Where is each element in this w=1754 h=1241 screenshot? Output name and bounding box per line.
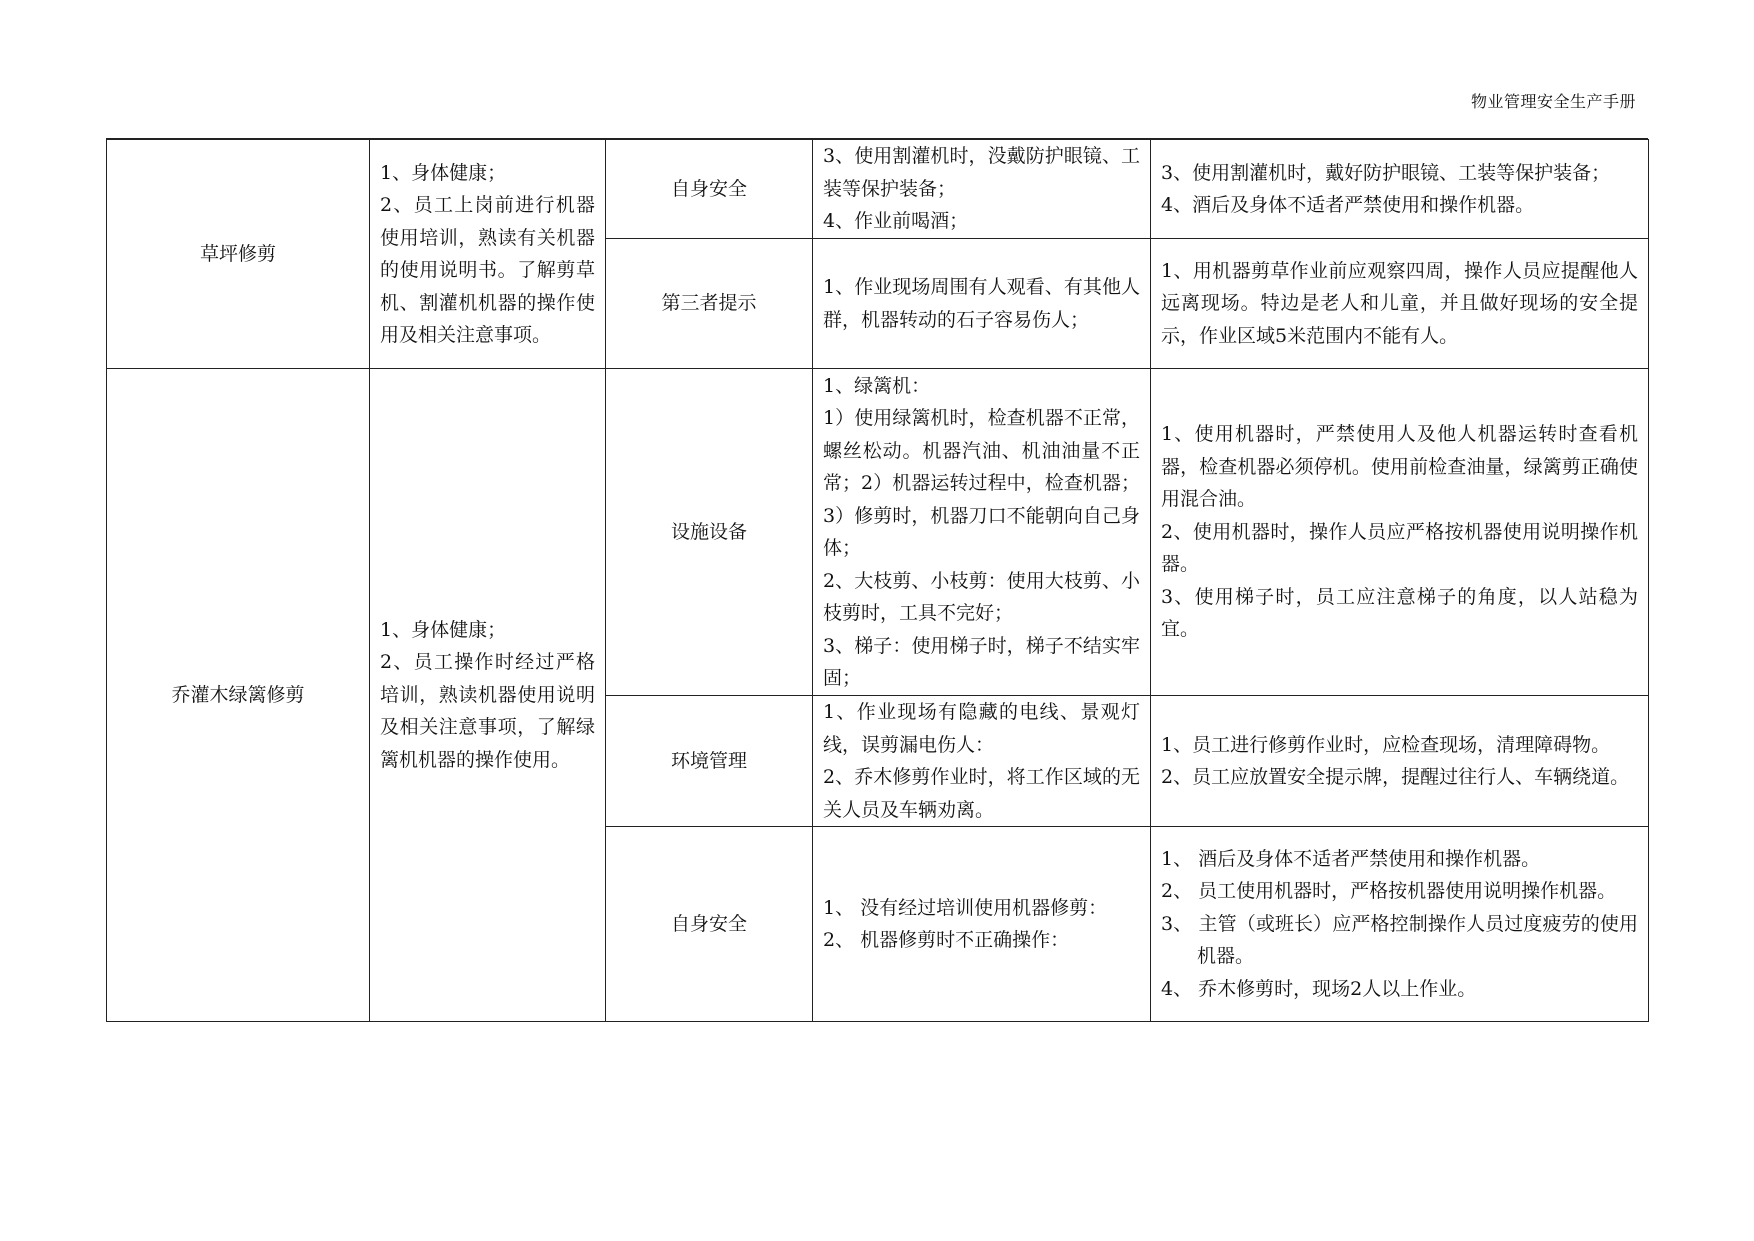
measure-item: 2、使用机器时，操作人员应严格按机器使用说明操作机器。 [1161,520,1638,576]
risk-item: 4、作业前喝酒； [823,210,969,233]
risk-cell [813,827,1151,1022]
measure-cell [1151,369,1649,696]
requirement-item: 2、员工操作时经过严格培训，熟读机器使用说明及相关注意事项，了解绿篱机机器的操作使用。 [380,651,595,771]
risk-cell [813,696,1151,827]
risk-cell [813,369,1151,696]
measure-item: 2、 员工使用机器时，严格按机器使用说明操作机器。 [1161,880,1617,903]
header-title: 物业管理安全生产手册 [1470,92,1636,111]
category-cell [606,827,813,1022]
risk-item: 2、大枝剪、小枝剪：使用大枝剪、小枝剪时，工具不完好； [823,569,1140,624]
table-row [107,369,1649,696]
risk-cell [813,140,1151,239]
measure-item: 1、使用机器时，严禁使用人及他人机器运转时查看机器，检查机器必须停机。使用前检查油量，绿篱剪正确使用混合油。 [1161,423,1638,511]
risk-item: 1）使用绿篱机时，检查机器不正常，螺丝松动。机器汽油、机油油量不正常；2）机器运转过程中，检查机器；3）修剪时，机器刀口不能朝向自己身体； [823,407,1140,559]
risk-item: 3、使用割灌机时，没戴防护眼镜、工装等保护装备； [823,145,1140,200]
category-label: 第三者提示 [661,292,757,315]
measure-item: 3、使用割灌机时，戴好防护眼镜、工装等保护装备； [1161,161,1611,184]
measure-cell [1151,696,1649,827]
requirement-item: 2、员工上岗前进行机器使用培训，熟读有关机器的使用说明书。了解剪草机、割灌机机器的操作使用及相关注意事项。 [380,194,595,346]
measure-item: 2、员工应放置安全提示牌，提醒过往行人、车辆绕道。 [1161,766,1630,788]
measure-cell [1151,827,1649,1022]
category-label: 设施设备 [670,520,747,543]
table-row [107,140,1649,239]
category-label: 自身安全 [670,912,747,935]
risk-item: 3、梯子：使用梯子时，梯子不结实牢固； [823,634,1140,689]
task-label: 乔灌木绿篱修剪 [171,683,305,706]
category-cell [606,369,813,696]
task-cell [107,369,370,1022]
risk-item: 1、绿篱机： [823,374,931,397]
requirement-item: 1、身体健康； [380,161,507,184]
measure-item: 4、 乔木修剪时，现场2人以上作业。 [1161,977,1477,1000]
risk-item: 2、 机器修剪时不正确操作： [823,929,1070,951]
requirement-item: 1、身体健康； [380,618,507,641]
risk-cell [813,239,1151,369]
category-label: 环境管理 [670,749,747,772]
risk-item: 2、乔木修剪作业时，将工作区域的无关人员及车辆劝离。 [823,766,1140,821]
measure-cell [1151,239,1649,369]
risk-item: 1、作业现场有隐藏的电线、景观灯线，误剪漏电伤人： [823,701,1140,756]
measure-cell [1151,140,1649,239]
task-label: 草坪修剪 [199,242,276,265]
requirements-cell [370,140,606,369]
risk-item: 1、 没有经过培训使用机器修剪： [823,896,1108,919]
safety-table [106,139,1649,1022]
measure-item: 1、 酒后及身体不适者严禁使用和操作机器。 [1161,847,1541,870]
category-cell [606,239,813,369]
task-cell [107,140,370,369]
measure-item: 1、员工进行修剪作业时，应检查现场，清理障碍物。 [1161,733,1611,756]
measure-item: 3、 主管（或班长）应严格控制操作人员过度疲劳的使用机器。 [1161,912,1638,968]
measure-item: 4、酒后及身体不适者严禁使用和操作机器。 [1161,194,1535,216]
category-cell [606,696,813,827]
category-cell [606,140,813,239]
category-label: 自身安全 [670,177,747,200]
measure-item: 3、使用梯子时，员工应注意梯子的角度，以人站稳为宜。 [1161,585,1638,641]
requirements-cell [370,369,606,1022]
risk-item: 1、作业现场周围有人观看、有其他人群，机器转动的石子容易伤人； [823,276,1140,331]
measure-item: 1、用机器剪草作业前应观察四周，操作人员应提醒他人远离现场。特边是老人和儿童，并且做好现场的安全提示，作业区域5米范围内不能有人。 [1161,259,1638,347]
